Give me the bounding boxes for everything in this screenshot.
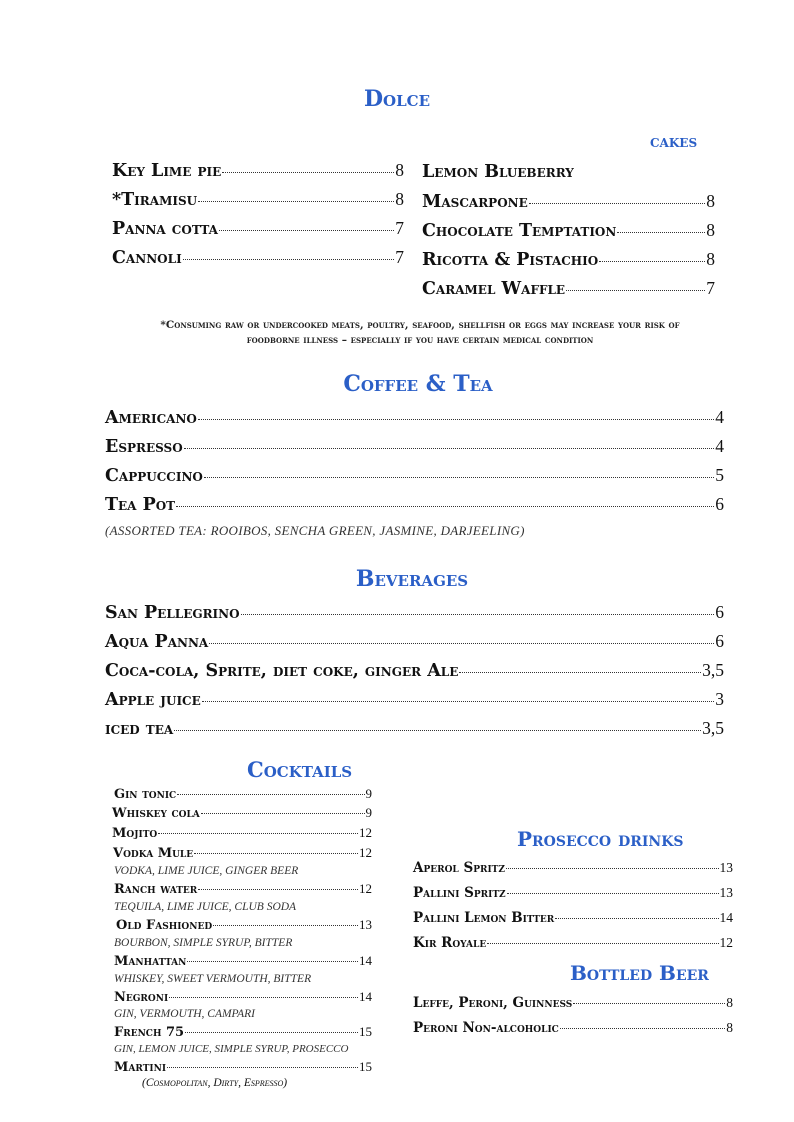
menu-item	[105, 631, 724, 652]
cocktail-desc: GIN, VERMOUTH, CAMPARI	[114, 1008, 255, 1020]
item-price: 12	[359, 825, 372, 840]
note-line: foodborne illness – especially if you have certain medical condition	[246, 334, 594, 346]
leader-dots	[198, 419, 714, 420]
prosecco-item	[413, 860, 733, 876]
item-price: 4	[715, 436, 724, 456]
item-price: 8	[726, 1020, 733, 1035]
item-name: Pallini Spritz	[413, 885, 506, 901]
item-price: 15	[359, 1059, 372, 1074]
leader-dots	[174, 730, 701, 731]
item-price: 6	[715, 631, 724, 651]
leader-dots	[185, 1032, 358, 1033]
leader-dots	[573, 1003, 725, 1004]
menu-item	[105, 689, 724, 710]
leader-dots	[507, 893, 719, 894]
menu-item	[105, 407, 724, 428]
leader-dots	[241, 614, 715, 615]
item-name: Leffe, Peroni, Guinness	[413, 995, 573, 1011]
leader-dots	[198, 201, 394, 202]
cake-item	[422, 249, 715, 270]
item-name: Americano	[105, 408, 197, 428]
item-price: 3,5	[702, 660, 724, 680]
leader-dots	[213, 925, 358, 926]
leader-dots	[184, 448, 715, 449]
item-name: Key Lime pie	[112, 161, 222, 181]
item-name: Martini	[114, 1060, 167, 1075]
bottled-beer-title: Bottled Beer	[570, 961, 709, 985]
item-price: 9	[365, 786, 372, 801]
leader-dots	[204, 477, 714, 478]
cake-item	[422, 220, 715, 241]
item-price: 8	[395, 160, 404, 180]
item-name: Lemon Blueberry	[422, 162, 574, 182]
item-name: Negroni	[114, 990, 169, 1005]
leader-dots	[187, 961, 358, 962]
item-name: Coca-cola, Sprite, diet coke, ginger Ale	[105, 661, 459, 681]
item-price: 4	[715, 407, 724, 427]
item-price: 13	[359, 917, 372, 932]
beer-item	[413, 1020, 733, 1036]
item-price: 9	[365, 805, 372, 820]
cocktail-desc: WHISKEY, SWEET VERMOUTH, BITTER	[114, 973, 312, 985]
leader-dots	[167, 1067, 358, 1068]
leader-dots	[222, 172, 394, 173]
beverages-title: Beverages	[355, 566, 469, 592]
item-price: 13	[719, 860, 733, 875]
martini-options: (Cosmopolitan, Dirty, Espresso)	[142, 1077, 288, 1089]
leader-dots	[176, 506, 714, 507]
cocktail-desc: BOURBON, SIMPLE SYRUP, BITTER	[114, 937, 293, 949]
prosecco-title: Prosecco drinks	[517, 827, 684, 851]
cake-item	[422, 191, 715, 212]
item-price: 7	[395, 247, 404, 267]
leader-dots	[459, 672, 701, 673]
leader-dots	[617, 232, 705, 233]
tea-description: (ASSORTED TEA: ROOIBOS, SENCHA GREEN, JASMINE, DARJEELING)	[105, 523, 525, 538]
item-name: Kir Royale	[413, 935, 487, 951]
item-name: San Pellegrino	[105, 603, 240, 623]
item-price: 3,5	[702, 718, 724, 738]
leader-dots	[177, 794, 364, 795]
item-price: 3	[715, 689, 724, 709]
leader-dots	[209, 643, 714, 644]
leader-dots	[194, 853, 358, 854]
leader-dots	[506, 868, 719, 869]
item-name: Chocolate Temptation	[422, 221, 617, 241]
item-price: 8	[395, 189, 404, 209]
item-name: Ricotta & Pistachio	[422, 250, 599, 270]
item-name: Aqua Panna	[105, 632, 209, 652]
cocktail-item	[112, 825, 372, 841]
cocktail-desc: TEQUILA, LIME JUICE, CLUB SODA	[114, 901, 297, 913]
item-price: 8	[706, 249, 715, 269]
item-price: 12	[359, 881, 372, 896]
item-price: 14	[359, 953, 372, 968]
item-price: 15	[359, 1024, 372, 1039]
cocktail-item	[116, 917, 372, 933]
menu-item	[112, 247, 404, 268]
leader-dots	[183, 259, 395, 260]
leader-dots	[198, 889, 358, 890]
item-name: Whiskey cola	[112, 806, 200, 821]
prosecco-item	[413, 935, 733, 951]
item-price: 7	[706, 278, 715, 298]
cocktail-item	[114, 1059, 372, 1075]
item-price: 6	[715, 494, 724, 514]
item-price: 12	[359, 845, 372, 860]
allergy-note	[100, 318, 740, 348]
item-name: Aperol Spritz	[413, 860, 505, 876]
item-name: Cappuccino	[105, 466, 203, 486]
item-price: 5	[715, 465, 724, 485]
prosecco-item	[413, 885, 733, 901]
item-name: Manhattan	[114, 954, 187, 969]
item-name: French 75	[114, 1025, 185, 1040]
item-name: Tea Pot	[105, 495, 176, 515]
item-name: Pallini Lemon Bitter	[413, 910, 555, 926]
note-line: *Consuming raw or undercooked meats, poultry, seafood, shellfish or eggs may increase your risk of	[160, 319, 680, 331]
cocktail-item	[114, 1024, 372, 1040]
leader-dots	[599, 261, 705, 262]
menu-item	[112, 160, 404, 181]
item-price: 14	[719, 910, 733, 925]
item-name: Mascarpone	[422, 192, 528, 212]
menu-item	[105, 718, 724, 739]
leader-dots	[158, 833, 358, 834]
leader-dots	[169, 997, 358, 998]
menu-item	[105, 494, 724, 515]
leader-dots	[566, 290, 705, 291]
cocktail-item	[114, 953, 372, 969]
cocktail-item	[113, 845, 372, 861]
cocktail-item	[114, 989, 372, 1005]
leader-dots	[529, 203, 705, 204]
item-name: Cannoli	[112, 248, 182, 268]
beer-item	[413, 995, 733, 1011]
item-price: 8	[726, 995, 733, 1010]
cocktail-item	[114, 786, 372, 802]
item-name: Panna cotta	[112, 219, 218, 239]
item-name: Ranch water	[114, 882, 198, 897]
menu-item	[105, 465, 724, 486]
cocktail-desc: VODKA, LIME JUICE, GINGER BEER	[114, 865, 299, 877]
cocktail-desc: GIN, LEMON JUICE, SIMPLE SYRUP, PROSECCO	[114, 1043, 349, 1055]
leader-dots	[201, 813, 365, 814]
item-name: Peroni Non-alcoholic	[413, 1020, 559, 1036]
cocktail-item	[114, 881, 372, 897]
item-name: Apple juice	[105, 690, 201, 710]
cake-item	[422, 162, 574, 182]
item-price: 14	[359, 989, 372, 1004]
item-name: *Tiramisu	[112, 190, 198, 210]
dolce-title: Dolce	[363, 86, 431, 112]
item-name: Espresso	[105, 437, 183, 457]
coffee-tea-title: Coffee & Tea	[343, 371, 493, 397]
prosecco-item	[413, 910, 733, 926]
cocktail-item	[112, 805, 372, 821]
item-name: iced tea	[105, 719, 174, 739]
item-price: 6	[715, 602, 724, 622]
menu-item	[105, 436, 724, 457]
item-price: 8	[706, 220, 715, 240]
item-price: 7	[395, 218, 404, 238]
cocktails-title: Cocktails	[247, 757, 353, 782]
leader-dots	[555, 918, 718, 919]
leader-dots	[202, 701, 714, 702]
item-name: Old Fashioned	[116, 918, 213, 933]
leader-dots	[487, 943, 718, 944]
item-price: 13	[719, 885, 733, 900]
menu-item	[105, 602, 724, 623]
cake-item	[422, 278, 715, 299]
item-name: Mojito	[112, 826, 158, 841]
menu-item	[105, 660, 724, 681]
item-name: Caramel Waffle	[422, 279, 566, 299]
cakes-label: cakes	[650, 132, 698, 152]
item-price: 12	[719, 935, 733, 950]
leader-dots	[219, 230, 394, 231]
item-price: 8	[706, 191, 715, 211]
menu-item	[112, 218, 404, 239]
menu-item	[112, 189, 404, 210]
item-name: Gin tonic	[114, 787, 177, 802]
leader-dots	[560, 1028, 725, 1029]
item-name: Vodka Mule	[113, 846, 194, 861]
